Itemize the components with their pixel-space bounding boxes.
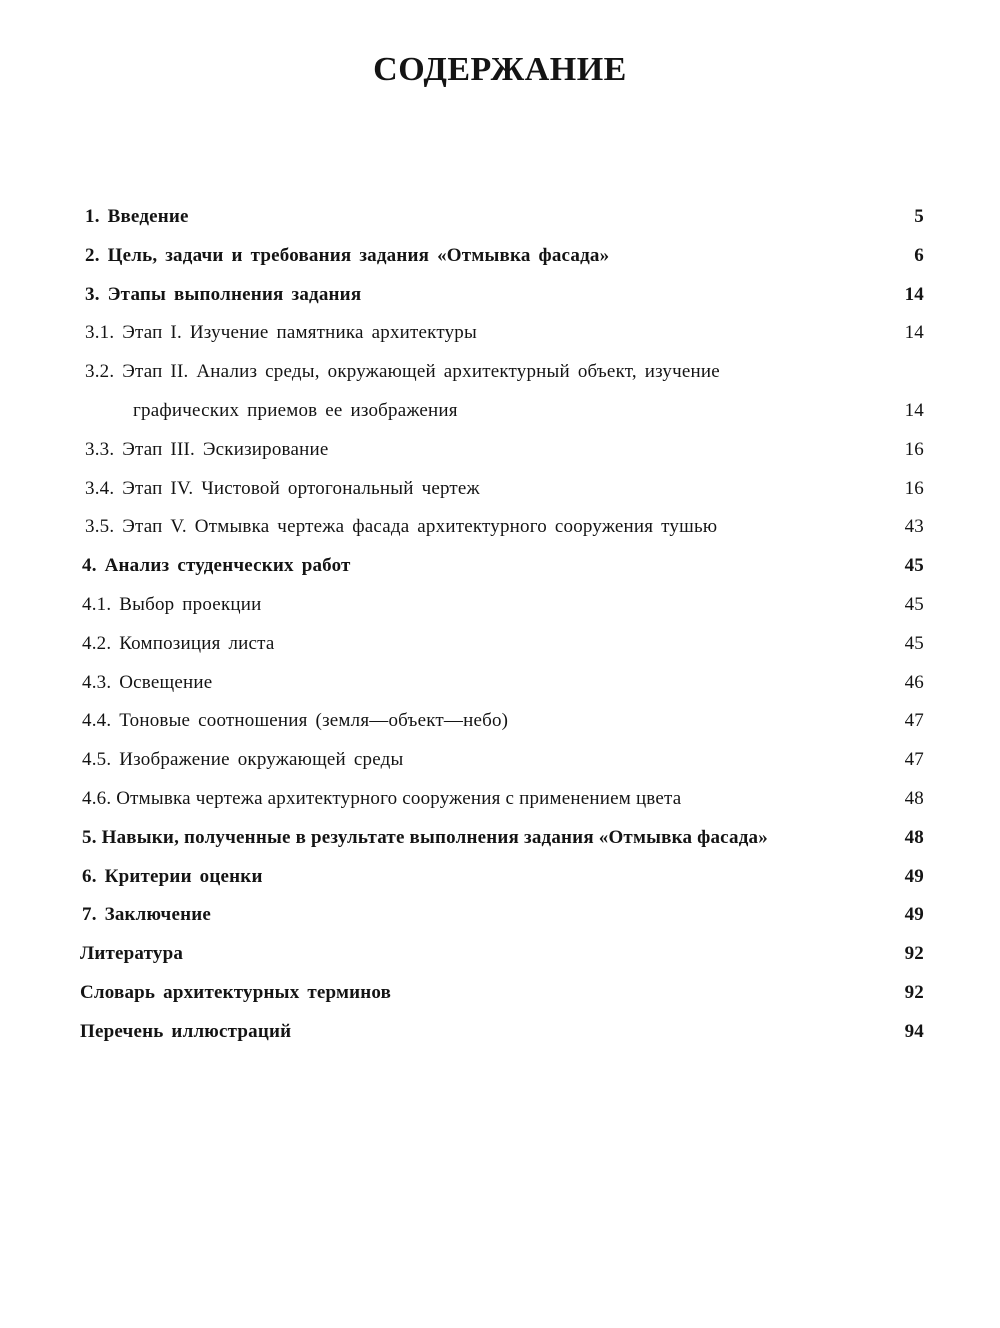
toc-entry[interactable] <box>0 664 1000 703</box>
toc-entry-page: 45 <box>904 555 924 577</box>
toc-entry-page: 6 <box>914 244 924 266</box>
toc-entry-page: 45 <box>904 593 924 615</box>
toc-entry[interactable] <box>0 470 1000 509</box>
toc-entry-page: 14 <box>904 399 924 421</box>
toc-entry-title: 4.4. Тоновые соотношения (земля—объект—небо) <box>82 710 509 732</box>
toc-entry[interactable] <box>0 974 1000 1013</box>
toc-entry-title: Словарь архитектурных терминов <box>80 981 392 1003</box>
toc-entry-title: 3.4. Этап IV. Чистовой ортогональный чертеж <box>85 477 480 499</box>
toc-entry[interactable] <box>0 1013 1000 1052</box>
toc-entry-page: 46 <box>904 671 924 693</box>
toc-entry-title: 4.5. Изображение окружающей среды <box>82 749 404 771</box>
toc-entry-title: 4.2. Композиция листа <box>82 632 275 654</box>
toc-entry[interactable] <box>0 508 1000 547</box>
toc-entry-page: 43 <box>904 516 924 538</box>
toc-entry[interactable] <box>0 819 1000 858</box>
toc-entry-page: 49 <box>904 904 924 926</box>
toc-entry-page: 45 <box>904 632 924 654</box>
toc-entry-page: 14 <box>904 322 924 344</box>
toc-entry-title: 5. Навыки, полученные в результате выполнения задания «Отмывка фасада» <box>82 826 768 848</box>
toc-entry-title: графических приемов ее изображения <box>133 399 458 421</box>
toc-entry-title: 3. Этапы выполнения задания <box>85 283 362 305</box>
toc-entry[interactable] <box>0 353 1000 392</box>
toc-entry[interactable] <box>0 198 1000 237</box>
toc-entry-page: 48 <box>904 787 924 809</box>
toc-entry-title: 3.5. Этап V. Отмывка чертежа фасада архитектурного сооружения тушью <box>85 516 718 538</box>
toc-entry-title: Перечень иллюстраций <box>80 1020 292 1042</box>
toc-entry[interactable] <box>0 431 1000 470</box>
toc-entry[interactable] <box>0 858 1000 897</box>
toc-entry-title: Литература <box>80 943 184 965</box>
toc-entry[interactable] <box>0 780 1000 819</box>
toc-entry-page: 47 <box>904 710 924 732</box>
toc-entry-title: 7. Заключение <box>82 904 212 926</box>
toc-entry-page: 16 <box>904 477 924 499</box>
toc-entry-title: 2. Цель, задачи и требования задания «Отмывка фасада» <box>85 244 610 266</box>
toc-entry[interactable] <box>0 935 1000 974</box>
toc-entry-page: 14 <box>904 283 924 305</box>
toc-entry-page: 49 <box>904 865 924 887</box>
toc-entry-page: 92 <box>904 981 924 1003</box>
toc-entry-title: 4.3. Освещение <box>82 671 213 693</box>
toc-entry[interactable] <box>0 741 1000 780</box>
toc-entry-title: 3.1. Этап I. Изучение памятника архитектуры <box>85 322 477 344</box>
page-title: СОДЕРЖАНИЕ <box>373 51 627 88</box>
toc-entry[interactable] <box>0 547 1000 586</box>
table-of-contents <box>0 198 1000 1052</box>
toc-entry-title: 4.6. Отмывка чертежа архитектурного сооружения с применением цвета <box>82 787 682 809</box>
toc-entry-continuation[interactable] <box>0 392 1000 431</box>
toc-entry-page: 5 <box>914 206 924 227</box>
toc-entry-title: 3.2. Этап II. Анализ среды, окружающей архитектурный объект, изучение <box>85 361 720 383</box>
toc-entry-page: 47 <box>904 749 924 771</box>
toc-entry-title: 6. Критерии оценки <box>82 865 263 887</box>
toc-entry-title: 4. Анализ студенческих работ <box>82 555 351 577</box>
toc-entry[interactable] <box>0 276 1000 315</box>
toc-entry-title: 1. Введение <box>85 206 189 227</box>
toc-entry-page: 16 <box>904 438 924 460</box>
toc-entry-title: 4.1. Выбор проекции <box>82 593 262 615</box>
toc-entry-page: 48 <box>904 826 924 848</box>
toc-entry[interactable] <box>0 896 1000 935</box>
toc-entry-page: 92 <box>904 943 924 965</box>
toc-entry[interactable] <box>0 702 1000 741</box>
toc-entry-title: 3.3. Этап III. Эскизирование <box>85 438 329 460</box>
toc-entry-page: 94 <box>904 1020 924 1042</box>
toc-entry[interactable] <box>0 586 1000 625</box>
toc-entry[interactable] <box>0 314 1000 353</box>
toc-entry[interactable] <box>0 237 1000 276</box>
toc-entry[interactable] <box>0 625 1000 664</box>
